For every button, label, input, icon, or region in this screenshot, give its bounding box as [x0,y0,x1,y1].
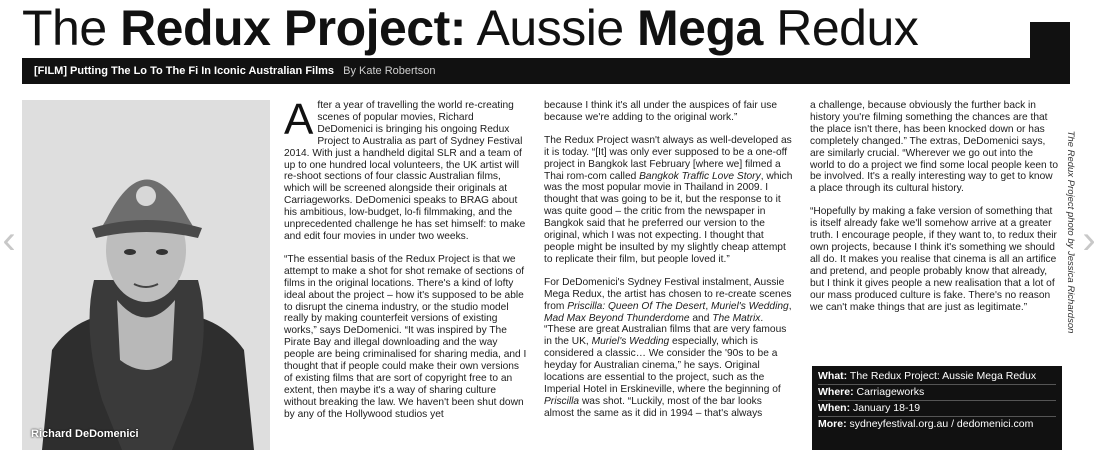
byline: By Kate Robertson [343,65,436,77]
subheadline-bar [22,58,1070,84]
paragraph: a challenge, because obviously the further back in history you're filming something the chances are that the place isn't there, has been knocked down or has completely changed.” The extras, DeDomenici says, are similarly crucial. “Wherever we go out into the world to do a project we find some local people keen to be involved. It's a really interesting way to get to know a place through its cultural history. [810,100,1059,195]
drop-cap: A [284,100,314,144]
paragraph: “Hopefully by making a fake version of something that is itself already fake we'll somehow arrive at a greater truth. I encourage people, if they want to, to redux their own projects, because I think it's something we should all do. It makes you realise that cinema is all an artifice and pretend, and people probably know that already, but I think it gives people a new realisation that a lot of our mass produced culture is fake. There's no reason we can't make things that are just as legitimate.” [810,206,1057,313]
event-info-box [812,366,1062,450]
paragraph: For DeDomenici's Sydney Festival instalment, Aussie Mega Redux, the artist has chosen to re-create scenes from Priscilla: Queen Of The Desert, Muriel's Wedding, Mad Max Beyond Thunderdome and The Matrix. “These are great Australian films that are very famous in the UK, Muriel's Wedding especially, which is considered a classic… We consider the '90s to be a heyday for Australian cinema,” he says. Original locations are essential to the project, such as the Imperial Hotel in Erskineville, where the beginning of Priscilla was shot. “Luckily, most of the bar looks almost the same as it did in 1994 – that's always [544,276,792,419]
paragraph: “The essential basis of the Redux Project is that we attempt to make a shot for shot remake of sections of films in the original locations. There's a kind of lofty ideal about the project – how it's supposed to be able to disrupt the cinema industry, or the studio model really by making counterfeit versions of existing works,” says DeDomenici. “It was inspired by The Pirate Bay and illegal downloading and the way people are being criminalised for sharing media, and I thought that if people could make their own versions of existing films that are sort of copyright free to an extent, then maybe it's a way of sharing culture without breaking the law. We haven't been shut down by any of the Hollywood studios yet [284,253,527,420]
paragraph: because I think it's all under the auspices of fair use because we're adding to the original work.” [544,100,777,123]
subheadline: Putting The Lo To The Fi In Iconic Australian Films [70,65,335,77]
paragraph: The Redux Project wasn't always as well-developed as it is today. “[It] was only ever supposed to be a one-off project in Bangkok last February [where we] filmed a Thai rom-com called Bangkok Traffic Love Story, which was the most popular movie in Thailand in 2009. I thought that was going to be it, but the response to it was quite good – the critic from the newspaper in Bangkok said that he preferred our version to the original, which I was not expecting. I thought that people might be insulted by my slightly cheap attempt to replicate their film, but people loved it.” [544,134,793,265]
photo-credit: The Redux Project photo by Jessica Richardson [1065,130,1076,334]
photo-caption: Richard DeDomenici [31,428,139,440]
article-column-2 [544,100,794,452]
info-when: When: January 18-19 [818,401,1056,417]
portrait-photo [22,100,270,450]
article-headline: The Redux Project: Aussie Mega Redux [22,0,919,56]
article-column-1 [284,100,528,452]
next-page-arrow-icon[interactable]: › [1082,218,1096,262]
paragraph: After a year of travelling the world re-creating scenes of popular movies, Richard DeDomenici is bringing his ongoing Redux Project to Australia as part of Sydney Festival 2014. With just a handheld digital SLR and a team of up to one hundred local volunteers, the UK artist will re-shoot sections of four classic Australian films, which will be screened alongside their originals at Carriageworks. DeDomenici speaks to BRAG about his ambitious, low-budget, lo-fi filmmaking, and the unprecedented challenge he has set himself: to make and edit four movies in under two weeks. [284,100,526,242]
article-column-3 [810,100,1060,355]
portrait-illustration [22,100,270,450]
prev-page-arrow-icon[interactable]: ‹ [2,218,16,262]
info-what: What: The Redux Project: Aussie Mega Redux [818,369,1056,385]
section-tag: [FILM] [34,65,67,77]
header-accent-block [1030,22,1070,58]
info-where: Where: Carriageworks [818,385,1056,401]
info-more: More: sydneyfestival.org.au / dedomenici.com [818,418,1034,430]
